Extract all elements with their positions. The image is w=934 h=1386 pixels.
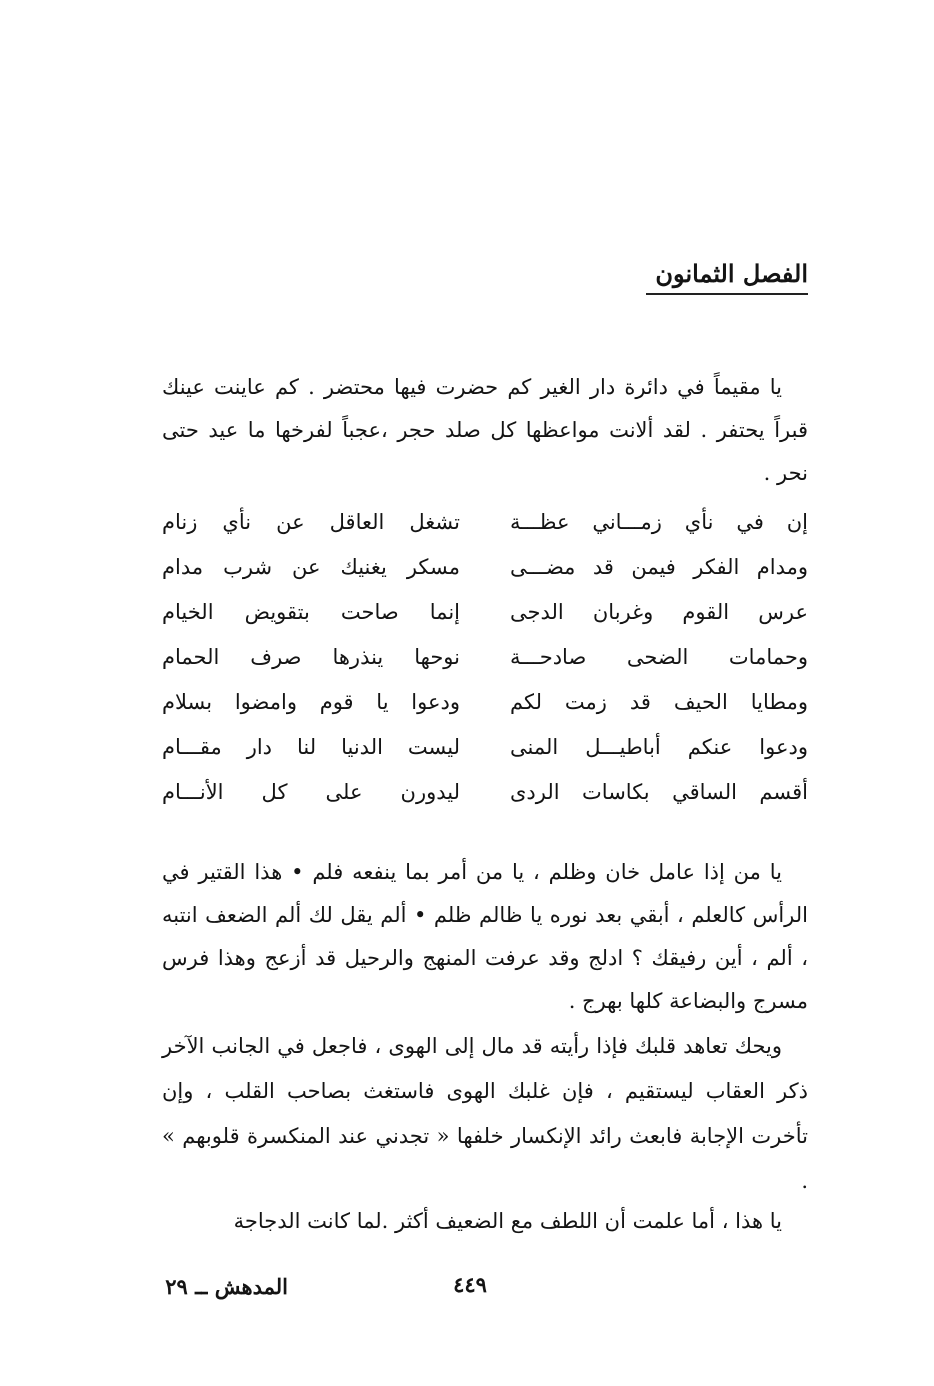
book-running-label: المدهش ــ ٢٩	[165, 1274, 288, 1299]
poem-verse-3-first-hemistich: عرس القوم وغربان الدجى	[510, 600, 808, 624]
chapter-title-underline	[646, 293, 808, 295]
poem-verse-4-second-hemistich: نوحها ينذرها صرف الحمام	[162, 645, 460, 669]
poem-verse-5-second-hemistich: ودعوا يا قوم وامضوا بسلام	[162, 690, 460, 714]
poem-verse-3	[162, 590, 808, 635]
poem-verse-7-first-hemistich: أقسم الساقي بكاسات الردى	[510, 780, 808, 804]
poem-verse-4	[162, 635, 808, 680]
poem-verse-2-second-hemistich: مسكر يغنيك عن شرب مدام	[162, 555, 460, 579]
poem-verse-2	[162, 545, 808, 590]
poem-verse-1-first-hemistich: إن في نأي زمـــاني عظـــة	[510, 510, 808, 534]
page-number: ٤٤٩	[453, 1272, 487, 1297]
poem-verse-4-first-hemistich: وحمامات الضحى صادحـــة	[510, 645, 808, 669]
poem-verse-6-first-hemistich: ودعوا عنكم أباطيـــل المنى	[510, 735, 808, 759]
poem-block	[162, 500, 808, 815]
paragraph-3-text: ويحك تعاهد قلبك فإذا رأيته قد مال إلى الهوى ، فاجعل في الجانب الآخر ذكر العقاب ليستقيم ، فإن غلبك الهوى فاستغث بصاحب القلب ، وإن تأخرت الإجابة فابعث رائد الإنكسار خلفها « تجدني عند المنكسرة قلوبهم » .	[162, 1034, 808, 1193]
chapter-title: الفصل الثمانون	[655, 259, 808, 288]
poem-verse-2-first-hemistich: ومدام الفكر فيمن قد مضـــى	[510, 555, 808, 579]
poem-verse-1-second-hemistich: تشغل العاقل عن نأي زنام	[162, 510, 460, 534]
poem-verse-6	[162, 725, 808, 770]
poem-verse-7-second-hemistich: ليدورن على كل الأنـــام	[162, 780, 460, 804]
poem-verse-6-second-hemistich: ليست الدنيا لنا دار مقـــام	[162, 735, 460, 759]
paragraph-2-text: يا من إذا عامل خان وظلم ، يا من أمر بما ينفعه فلم • هذا القتير في الرأس كالعلم ، أبقي بعد نوره يا ظالم ظلم • ألم يقل لك ألم الضعف انتبه ، ألم ، أين رفيقك ؟ ادلج وقد عرفت المنهج والرحيل قد أزعج وهذا فرس مسرج والبضاعة كلها بهرج .	[162, 860, 808, 1013]
poem-verse-5	[162, 680, 808, 725]
poem-verse-1	[162, 500, 808, 545]
poem-verse-3-second-hemistich: إنما صاحت بتقويض الخيام	[162, 600, 460, 624]
poem-verse-5-first-hemistich: ومطايا الحيف قد زمت لكم	[510, 690, 808, 714]
paragraph-1	[162, 366, 808, 495]
paragraph-4	[162, 1200, 808, 1243]
paragraph-4-text: يا هذا ، أما علمت أن اللطف مع الضعيف أكثر .لما كانت الدجاجة	[233, 1209, 782, 1233]
paragraph-3	[162, 1024, 808, 1204]
poem-verse-7	[162, 770, 808, 815]
paragraph-1-text: يا مقيماً في دائرة دار الغير كم حضرت فيها محتضر . كم عاينت عينك قبراً يحتفر . لقد ألانت مواعظها كل صلد حجر ،عجباً لفرخها ما عيد حتى نحر .	[162, 375, 808, 485]
paragraph-2	[162, 851, 808, 1023]
